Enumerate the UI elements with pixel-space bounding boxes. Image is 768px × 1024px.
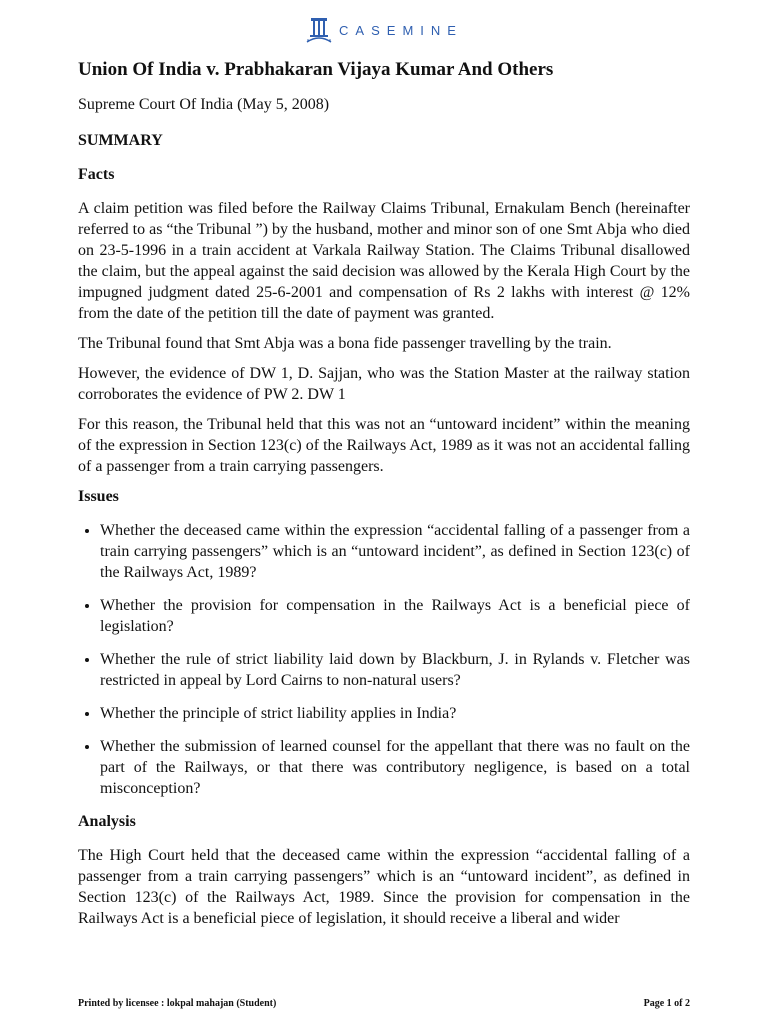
- page-number: Page 1 of 2: [643, 998, 690, 1009]
- issue-item: • Whether the submission of learned counsel for the appellant that there was no fault on the part of the Railways, or that there was contributory negligence, is based on a total misconception?: [100, 736, 690, 799]
- case-title: Union Of India v. Prabhakaran Vijaya Kumar And Others: [78, 59, 554, 80]
- facts-paragraph: The Tribunal found that Smt Abja was a bona fide passenger travelling by the train.: [78, 335, 612, 352]
- casemine-logo: [0, 16, 768, 44]
- facts-paragraph: For this reason, the Tribunal held that this was not an “untoward incident” within the meaning of the expression in Section 123(c) of the Railways Act, 1989 as it was not an accidental falling of a passenger from a train carrying passengers.: [78, 416, 690, 475]
- issue-item: • Whether the deceased came within the expression “accidental falling of a passenger from a train carrying passengers” which is an “untoward incident”, as defined in Section 123(c) of the Railways Act, 1989?: [100, 520, 690, 583]
- issue-item: • Whether the provision for compensation in the Railways Act is a beneficial piece of legislation?: [100, 595, 690, 637]
- analysis-heading: Analysis: [78, 813, 136, 830]
- issue-item: • Whether the rule of strict liability laid down by Blackburn, J. in Rylands v. Fletcher was restricted in appeal by Lord Cairns to non-natural users?: [100, 649, 690, 691]
- printed-by-footer: Printed by licensee : lokpal mahajan (Student): [78, 998, 277, 1009]
- summary-heading: SUMMARY: [78, 132, 163, 149]
- issues-list: [78, 520, 690, 799]
- facts-heading: Facts: [78, 166, 115, 183]
- analysis-paragraph: The High Court held that the deceased came within the expression “accidental falling of a passenger from a train carrying passengers” which is an “untoward incident”, as defined in Section 123(c) of the Railways Act, 1989. Since the provision for compensation in the Railways Act is a beneficial piece of legislation, it should receive a liberal and wider: [78, 847, 690, 927]
- issues-heading: Issues: [78, 488, 119, 505]
- casemine-pillar-icon: [305, 16, 333, 44]
- facts-paragraph: A claim petition was filed before the Railway Claims Tribunal, Ernakulam Bench (hereinafter referred to as “the Tribunal ”) by the husband, mother and minor son of one Smt Abja who died on 23-5-1996 in a train accident at Varkala Railway Station. The Claims Tribunal disallowed the claim, but the appeal against the said decision was allowed by the Kerala High Court by the impugned judgment dated 25-6-2001 and compensation of Rs 2 lakhs with interest @ 12% from the date of the petition till the date of payment was granted.: [78, 200, 690, 322]
- issue-item: • Whether the principle of strict liability applies in India?: [100, 703, 690, 724]
- logo-wordmark: CASEMINE: [339, 22, 463, 38]
- court-and-date: Supreme Court Of India (May 5, 2008): [78, 96, 330, 113]
- facts-paragraph: However, the evidence of DW 1, D. Sajjan, who was the Station Master at the railway station corroborates the evidence of PW 2. DW 1: [78, 365, 690, 403]
- document-body: [78, 58, 690, 938]
